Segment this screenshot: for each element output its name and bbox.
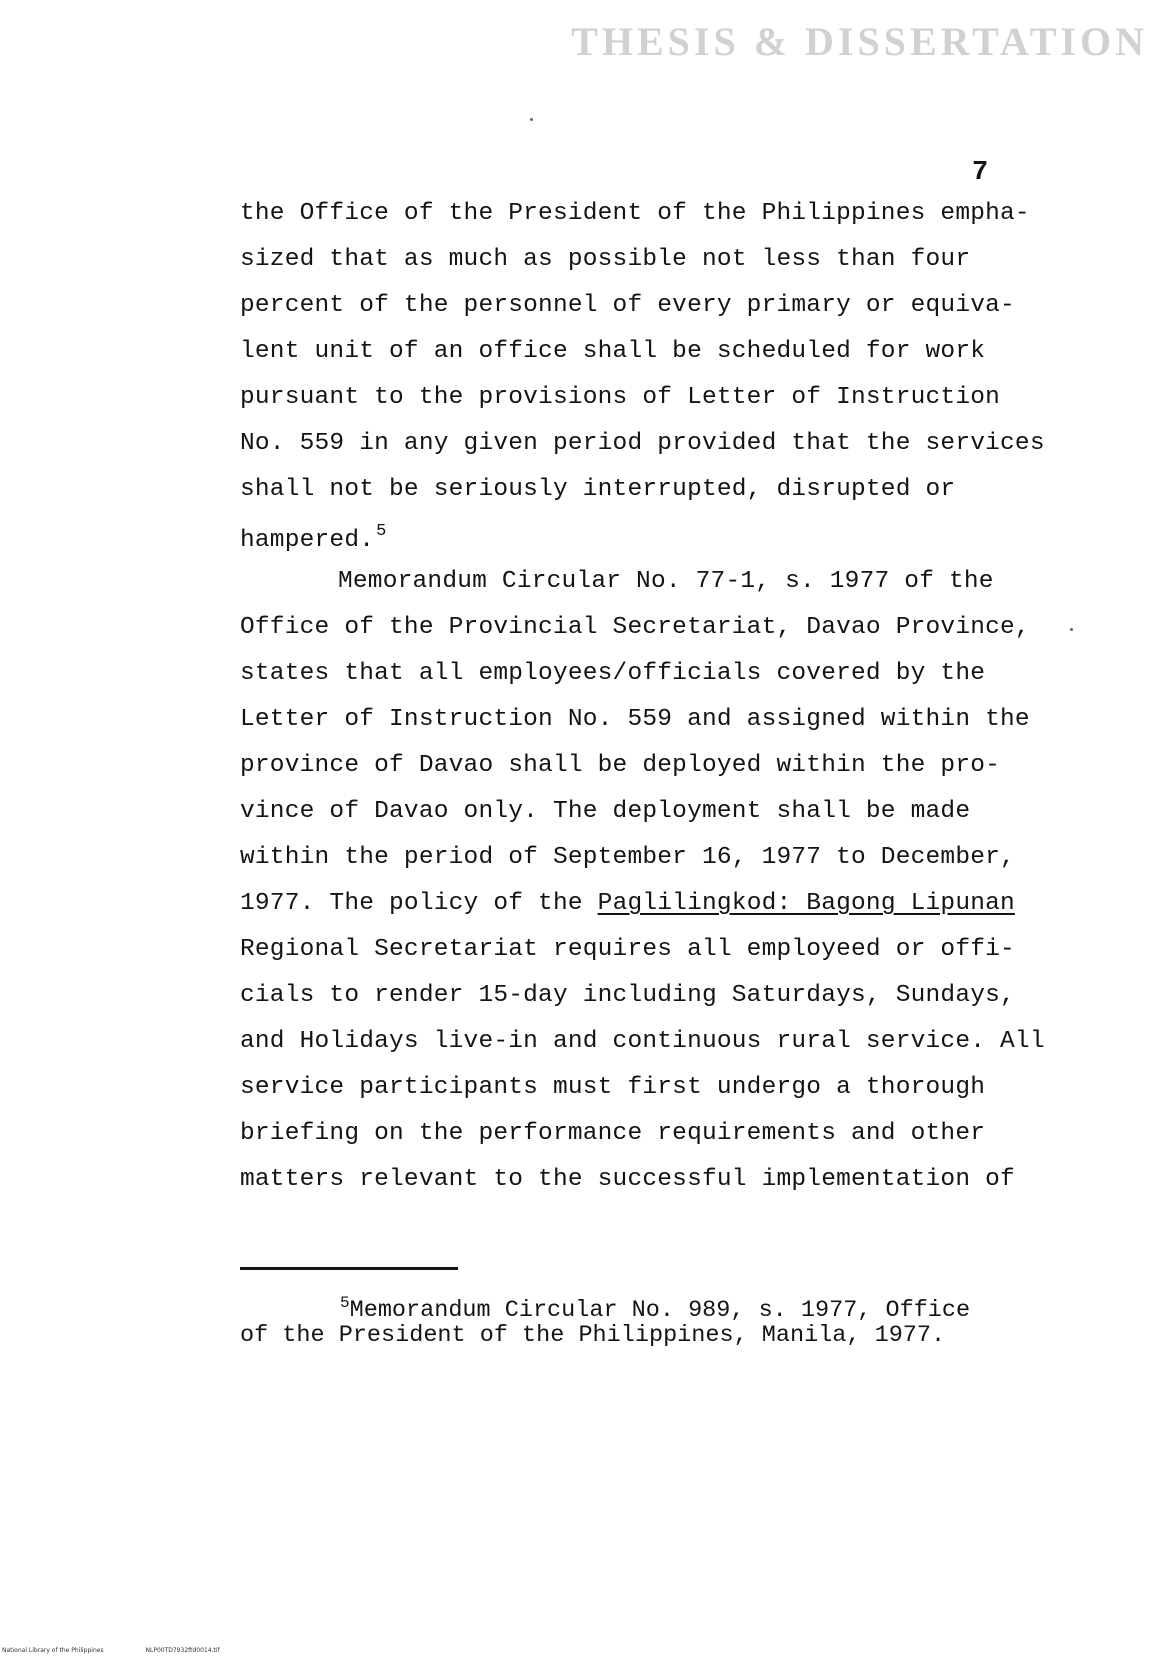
body-line: briefing on the performance requirements and other (240, 1120, 986, 1147)
file-label: NLP00TD7932ftd0014.tif (145, 1647, 220, 1654)
underlined-title: Paglilingkod: Bagong Lipunan (597, 890, 1015, 917)
thesis-stamp: THESIS & DISSERTATION (571, 19, 1148, 64)
page-number: 7 (972, 158, 989, 188)
body-line-text: hampered. (240, 527, 375, 554)
library-label: National Library of the Philippines (2, 1647, 104, 1654)
body-line: vince of Davao only. The deployment shall be made (240, 798, 971, 825)
footnote-line: of the President of the Philippines, Manila, 1977. (240, 1322, 946, 1349)
body-line: service participants must first undergo a thorough (240, 1074, 986, 1101)
scan-speck (530, 118, 533, 121)
body-line: province of Davao shall be deployed within the pro- (240, 752, 1001, 779)
body-line: percent of the personnel of every primary or equiva- (240, 292, 1015, 319)
scan-speck (1070, 628, 1073, 631)
body-line: states that all employees/officials covered by the (240, 660, 986, 687)
body-line: pursuant to the provisions of Letter of Instruction (240, 384, 1001, 411)
body-line: No. 559 in any given period provided that the services (240, 430, 1045, 457)
body-line: within the period of September 16, 1977 to December, (240, 844, 1015, 871)
body-line: Regional Secretariat requires all employeed or offi- (240, 936, 1015, 963)
footnote-number: 5 (340, 1294, 350, 1312)
body-line (240, 890, 1015, 917)
body-line: Office of the Provincial Secretariat, Davao Province, (240, 614, 1030, 641)
body-line: the Office of the President of the Philippines empha- (240, 200, 1030, 227)
body-line: and Holidays live-in and continuous rural service. All (240, 1028, 1045, 1055)
body-line: matters relevant to the successful implementation of (240, 1166, 1015, 1193)
body-line: sized that as much as possible not less than four (240, 246, 971, 273)
scan-footer (2, 1647, 260, 1654)
body-line: lent unit of an office shall be scheduled for work (240, 338, 986, 365)
footnote-text: Memorandum Circular No. 989, s. 1977, Office (349, 1297, 971, 1324)
body-line: shall not be seriously interrupted, disrupted or (240, 476, 956, 503)
footnote-divider (240, 1267, 458, 1270)
body-line: cials to render 15-day including Saturdays, Sundays, (240, 982, 1015, 1009)
body-line (240, 522, 387, 554)
body-line-text: 1977. The policy of the (240, 890, 598, 917)
body-line: Letter of Instruction No. 559 and assigned within the (240, 706, 1030, 733)
footnote-reference: 5 (376, 522, 387, 541)
paragraph-first-line: Memorandum Circular No. 77-1, s. 1977 of the (338, 568, 994, 595)
footnote-line (340, 1294, 970, 1324)
